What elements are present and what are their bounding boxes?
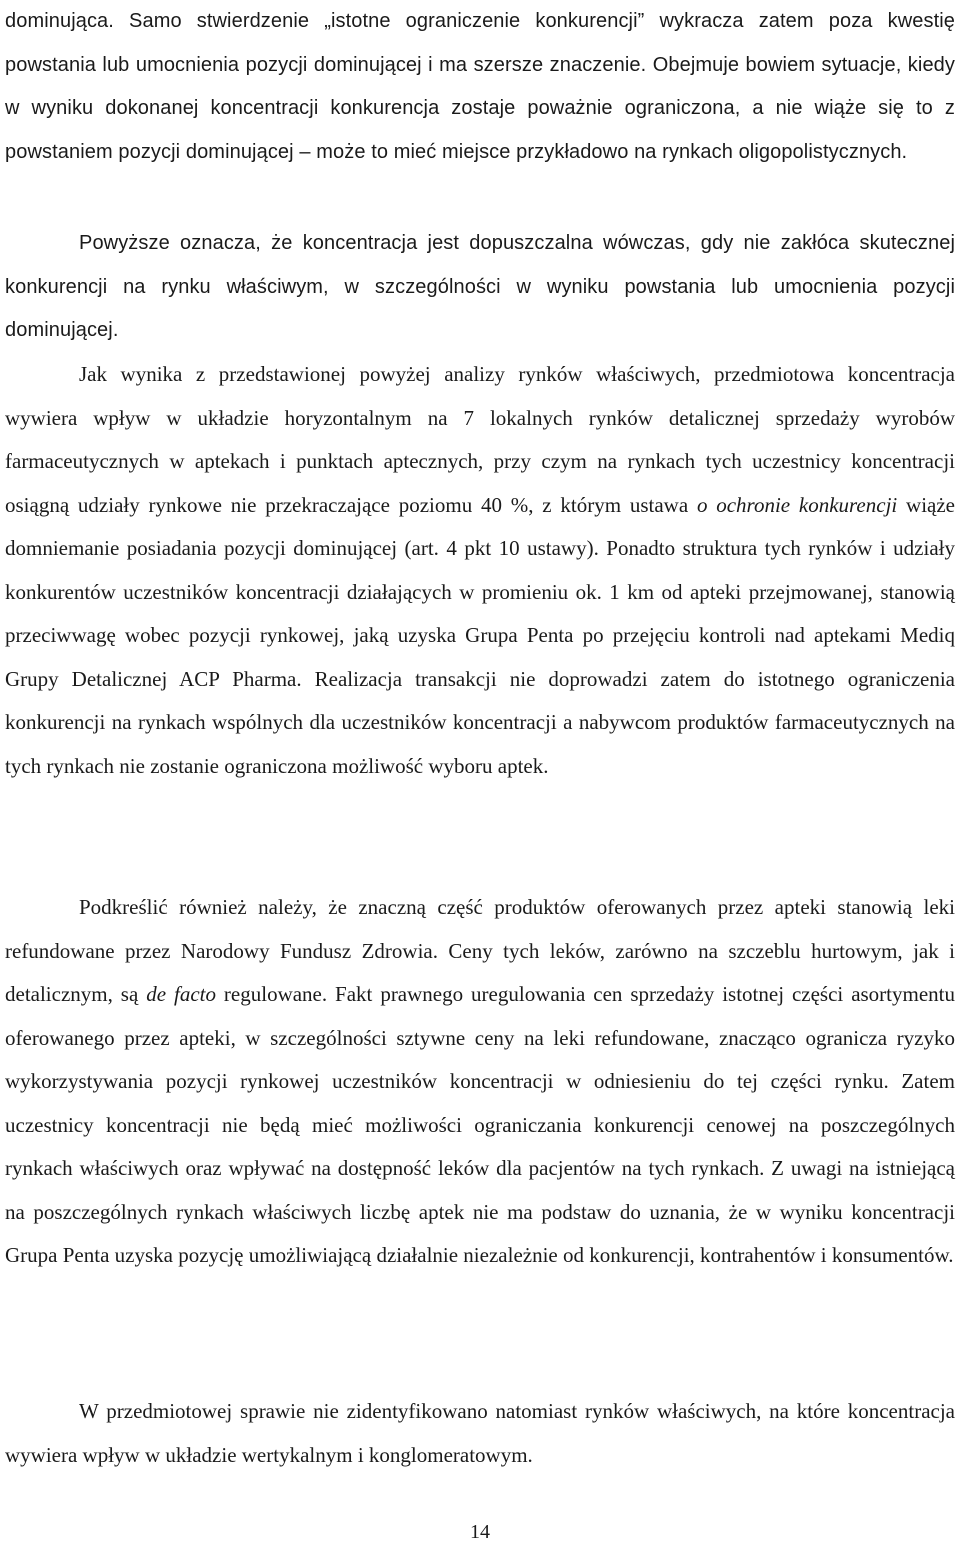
paragraph-3-text-a: Jak wynika z przedstawionej powyżej analizy rynków właściwych, przedmiotowa koncentracja wywiera wpływ w układzie horyzontalnym na 7 lokalnych rynków detalicznej sprzedaży wyrobów farmaceutycznych w aptekach i punktach aptecznych, przy czym na rynkach tych uczestnicy koncentracji osiągną udziały rynkowe nie przekraczające poziomu 40 %, z którym ustawa: [5, 362, 955, 517]
paragraph-1: [5, 0, 955, 174]
paragraph-5-text: W przedmiotowej sprawie nie zidentyfikowano natomiast rynków właściwych, na które koncentracja wywiera wpływ w układzie wertykalnym i konglomeratowym.: [5, 1399, 955, 1467]
paragraph-4-latin-term: de facto: [146, 982, 216, 1006]
paragraph-2: [5, 222, 955, 353]
paragraph-1-text: dominująca. Samo stwierdzenie „istotne ograniczenie konkurencji” wykracza zatem poza kwestię powstania lub umocnienia pozycji dominującej i ma szersze znaczenie. Obejmuje bowiem sytuacje, kiedy w wyniku dokonanej koncentracji konkurencja zostaje poważnie ograniczona, a nie wiąże się to z powstaniem pozycji dominującej – może to mieć miejsce przykładowo na rynkach oligopolistycznych.: [5, 10, 955, 163]
paragraph-4-text-a: Podkreślić również należy, że znaczną część produktów oferowanych przez apteki stanowią leki refundowane przez Narodowy Fundusz Zdrowia. Ceny tych leków, zarówno na szczeblu hurtowym, jak i detalicznym, są: [5, 895, 955, 1006]
paragraph-4: [5, 886, 955, 1278]
paragraph-4-text-b: regulowane. Fakt prawnego uregulowania cen sprzedaży istotnej części asortymentu oferowanego przez apteki, w szczególności sztywne ceny na leki refundowane, znacząco ogranicza ryzyko wykorzystywania pozycji rynkowej uczestników koncentracji w odniesieniu do tej części rynku. Zatem uczestnicy koncentracji nie będą mieć możliwości ograniczania konkurencji cenowej na poszczególnych rynkach właściwych oraz wpływać na dostępność leków dla pacjentów na tych rynkach. Z uwagi na istniejącą na poszczególnych rynkach właściwych liczbę aptek nie ma podstaw do uznania, że w wyniku koncentracji Grupa Penta uzyska pozycję umożliwiającą działalnie niezależnie od konkurencji, kontrahentów i konsumentów.: [5, 982, 956, 1267]
paragraph-3-act-title: o ochronie konkurencji: [696, 492, 898, 517]
paragraph-3-text-b: wiąże domniemanie posiadania pozycji dominującej (art. 4 pkt 10 ustawy). Ponadto struktura tych rynków i udziały konkurentów uczestników koncentracji działających w promieniu ok. 1 km od apteki przejmowanej, stanowią przeciwwagę wobec pozycji rynkowej, jaką uzyska Grupa Penta po przejęciu kontroli nad aptekami Mediq Grupy Detalicznej ACP Pharma. Realizacja transakcji nie doprowadzi zatem do istotnego ograniczenia konkurencji na rynkach wspólnych dla uczestników koncentracji a nabywcom produktów farmaceutycznych na tych rynkach nie zostanie ograniczona możliwość wyboru aptek.: [5, 492, 955, 778]
page-number: 14: [470, 1521, 490, 1543]
paragraph-2-text: Powyższe oznacza, że koncentracja jest dopuszczalna wówczas, gdy nie zakłóca skutecznej konkurencji na rynku właściwym, w szczególności w wyniku powstania lub umocnienia pozycji dominującej.: [5, 232, 955, 341]
paragraph-5: [5, 1390, 955, 1477]
paragraph-3: [5, 353, 955, 788]
